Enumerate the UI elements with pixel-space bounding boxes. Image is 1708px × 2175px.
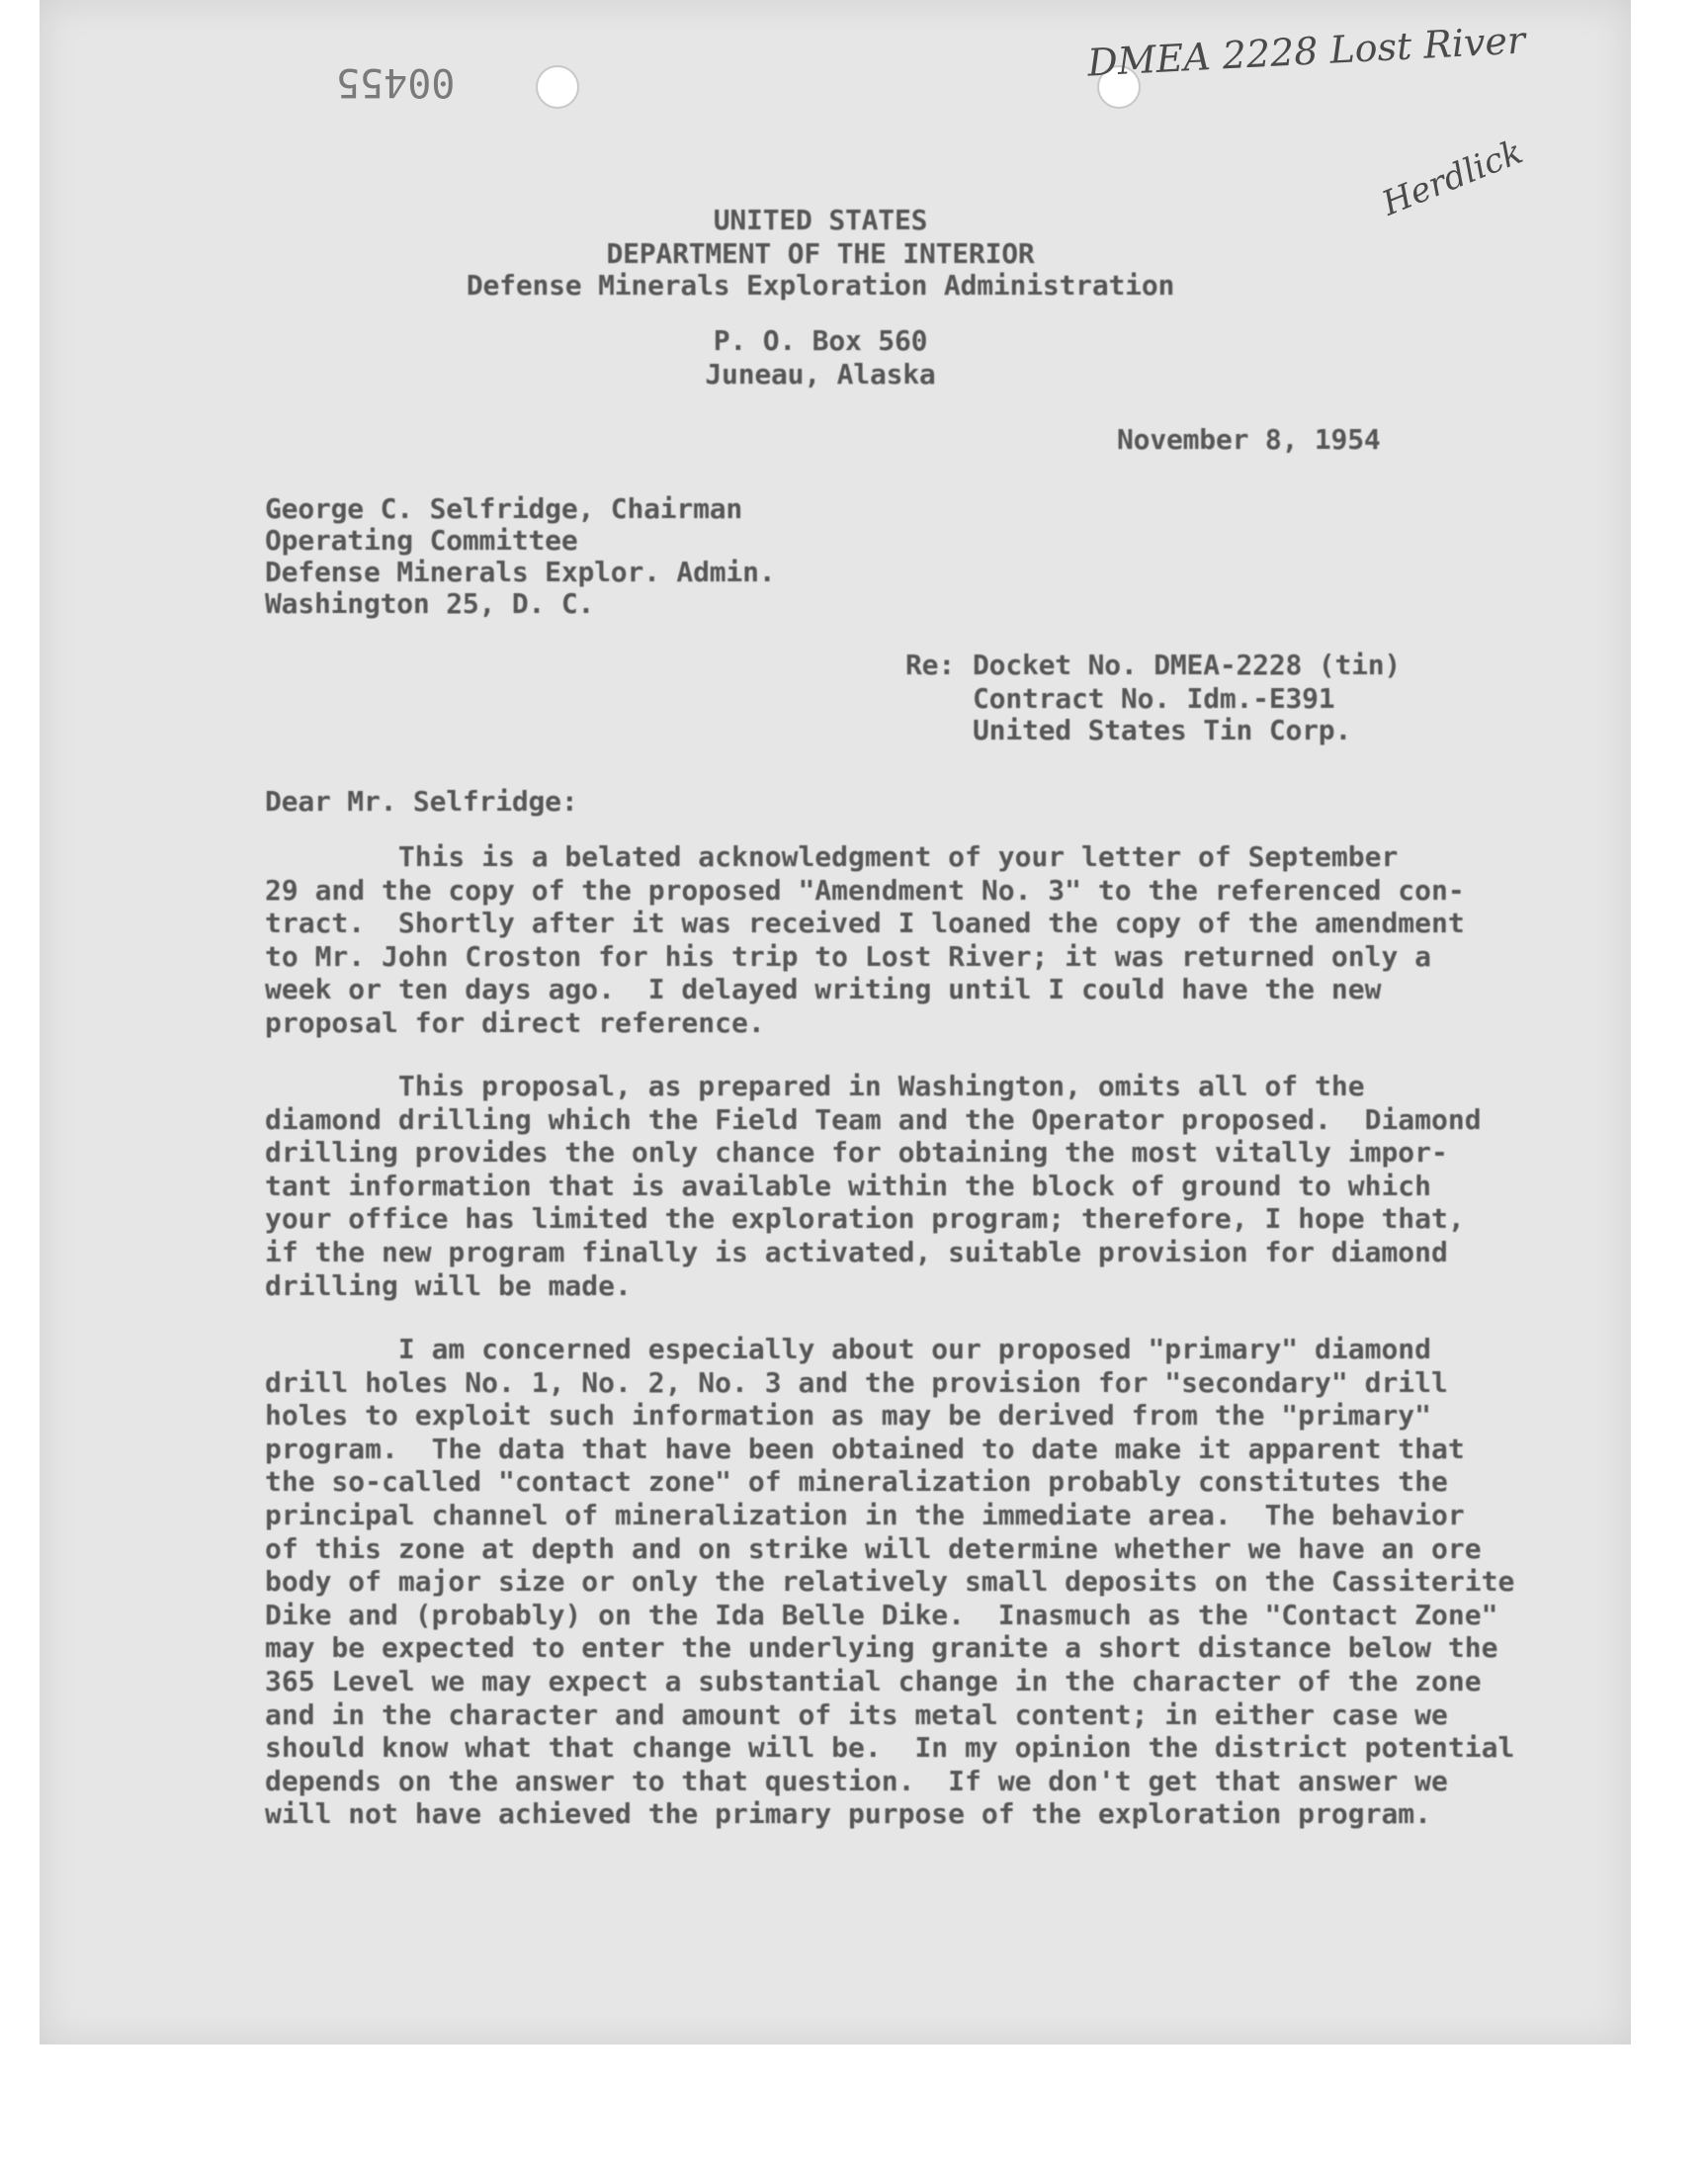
document-page <box>40 0 1631 2044</box>
salutation: Dear Mr. Selfridge: <box>265 785 578 818</box>
recipient-line: Washington 25, D. C. <box>265 587 595 620</box>
reference-label: Re: <box>905 649 955 681</box>
paragraph-line: of this zone at depth and on strike will determine whether we have an ore <box>265 1531 1482 1565</box>
letterhead-line-2: DEPARTMENT OF THE INTERIOR <box>606 237 1035 270</box>
paragraph-line: drilling will be made. <box>265 1268 632 1302</box>
stamp-number: 00455 <box>336 59 456 105</box>
paragraph-line: the so-called "contact zone" of mineralization probably constitutes the <box>265 1465 1448 1499</box>
handwritten-file-tag: DMEA 2228 Lost River <box>1086 18 1527 85</box>
reference-line: Docket No. DMEA-2228 (tin) <box>973 649 1402 681</box>
paragraph-line: depends on the answer to that question. If we don't get that answer we <box>265 1764 1448 1797</box>
reference-line: Contract No. Idm.-E391 <box>973 682 1335 715</box>
paragraph-line: tract. Shortly after it was received I loaned the copy of the amendment <box>265 907 1465 940</box>
paragraph-line: will not have achieved the primary purpose of the exploration program. <box>265 1797 1432 1831</box>
paragraph-line: diamond drilling which the Field Team and the Operator proposed. Diamond <box>265 1102 1482 1136</box>
paragraph-line: This proposal, as prepared in Washington, omits all of the <box>265 1070 1365 1102</box>
paragraph-1 <box>265 840 1510 1040</box>
letter-date: November 8, 1954 <box>1117 423 1381 456</box>
paragraph-line: principal channel of mineralization in the immediate area. The behavior <box>265 1498 1465 1531</box>
paragraph-line: to Mr. John Croston for his trip to Lost River; it was returned only a <box>265 939 1432 973</box>
paragraph-line: 29 and the copy of the proposed "Amendment No. 3" to the referenced con- <box>265 873 1465 907</box>
handwritten-name: Herdlick <box>1376 131 1529 224</box>
recipient-line: Operating Committee <box>265 524 578 557</box>
paragraph-line: This is a belated acknowledgment of your letter of September <box>265 840 1399 873</box>
paragraph-2 <box>265 1070 1510 1302</box>
punch-hole-left <box>536 65 579 109</box>
paragraph-line: Dike and (probably) on the Ida Belle Dike. Inasmuch as the "Contact Zone" <box>265 1598 1498 1631</box>
reference-line: United States Tin Corp. <box>973 714 1352 746</box>
paragraph-line: body of major size or only the relatively small deposits on the Cassiterite <box>265 1565 1515 1599</box>
paragraph-line: your office has limited the exploration program; therefore, I hope that, <box>265 1202 1465 1236</box>
paragraph-line: should know what that change will be. In my opinion the district potential <box>265 1731 1515 1765</box>
paragraph-line: tant information that is available within the block of ground to which <box>265 1169 1432 1202</box>
paragraph-line: drill holes No. 1, No. 2, No. 3 and the provision for "secondary" drill <box>265 1365 1448 1399</box>
paragraph-line: I am concerned especially about our proposed "primary" diamond <box>265 1333 1432 1365</box>
paragraph-line: proposal for direct reference. <box>265 1005 765 1039</box>
paragraph-line: holes to exploit such information as may be derived from the "primary" <box>265 1399 1432 1433</box>
letterhead-city: Juneau, Alaska <box>705 358 936 391</box>
paragraph-line: week or ten days ago. I delayed writing until I could have the new <box>265 973 1382 1006</box>
paragraph-line: program. The data that have been obtained to date make it apparent that <box>265 1432 1465 1465</box>
paragraph-3 <box>265 1333 1515 1831</box>
recipient-line: George C. Selfridge, Chairman <box>265 492 743 525</box>
paragraph-line: may be expected to enter the underlying granite a short distance below the <box>265 1631 1498 1665</box>
letterhead-line-1: UNITED STATES <box>713 204 928 236</box>
paragraph-line: and in the character and amount of its metal content; in either case we <box>265 1697 1448 1731</box>
paragraph-line: drilling provides the only chance for obtaining the most vitally impor- <box>265 1136 1448 1170</box>
letterhead-line-3: Defense Minerals Exploration Administration <box>466 269 1175 302</box>
paragraph-line: 365 Level we may expect a substantial change in the character of the zone <box>265 1664 1482 1697</box>
paragraph-line: if the new program finally is activated, suitable provision for diamond <box>265 1235 1448 1268</box>
letterhead-po-box: P. O. Box 560 <box>713 324 928 357</box>
recipient-line: Defense Minerals Explor. Admin. <box>265 556 776 588</box>
